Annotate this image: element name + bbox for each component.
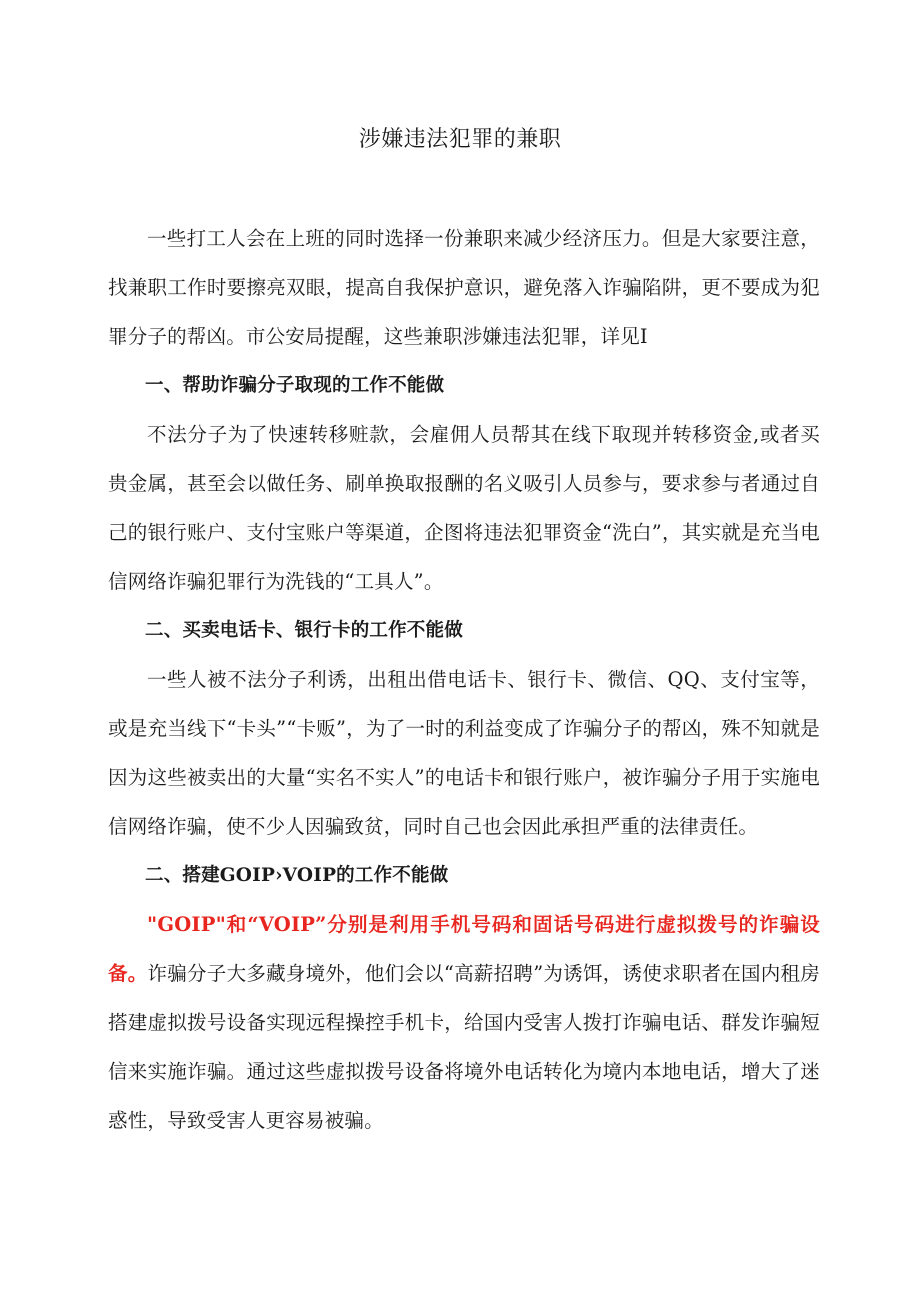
intro-paragraph: 一些打工人会在上班的同时选择一份兼职来减少经济压力。但是大家要注意，找兼职工作时要擦亮双眼，提高自我保护意识，避免落入诈骗陷阱，更不要成为犯罪分子的帮凶。市公安局提醒，这些兼职涉嫌违法犯罪，详见I (108, 227, 820, 348)
section-1-heading: 一、帮助诈骗分子取现的工作不能做 (145, 375, 445, 396)
document-title: 涉嫌违法犯罪的兼职 (358, 127, 562, 152)
section-2-paragraph: 一些人被不法分子利诱，出租出借电话卡、银行卡、微信、QQ、支付宝等，或是充当线下“卡头”“卡贩”，为了一时的利益变成了诈骗分子的帮凶，殊不知就是因为这些被卖出的大量“实名不实人”的电话卡和银行账户，被诈骗分子用于实施电信网络诈骗，使不少人因骗致贫，同时自己也会因此承担严重的法律责任。 (108, 668, 820, 838)
section-3-highlight: "GOIP"和“VOIP”分别是利用手机号码和固话号码进行虚拟拨号的诈骗设备。 (108, 913, 820, 985)
section-2-heading: 二、买卖电话卡、银行卡的工作不能做 (145, 620, 463, 641)
section-1-paragraph: 不法分子为了快速转移赃款，会雇佣人员帮其在线下取现并转移资金,或者买贵金属，甚至会以做任务、刷单换取报酬的名义吸引人员参与，要求参与者通过自己的银行账户、支付宝账户等渠道，企图将违法犯罪资金“洗白”，其实就是充当电信网络诈骗犯罪行为洗钱的“工具人”。 (108, 423, 820, 593)
section-3-heading: 二、搭建GOIP›VOIP的工作不能做 (145, 865, 449, 886)
document-body (108, 214, 820, 1145)
section-3-text: 诈骗分子大多藏身境外，他们会以“高薪招聘”为诱饵，诱使求职者在国内租房搭建虚拟拨号设备实现远程操控手机卡，给国内受害人拨打诈骗电话、群发诈骗短信来实施诈骗。通过这些虚拟拨号设备将境外电话转化为境内本地电话，增大了迷惑性，导致受害人更容易被骗。 (108, 962, 820, 1132)
section-3-paragraph (108, 900, 820, 1145)
